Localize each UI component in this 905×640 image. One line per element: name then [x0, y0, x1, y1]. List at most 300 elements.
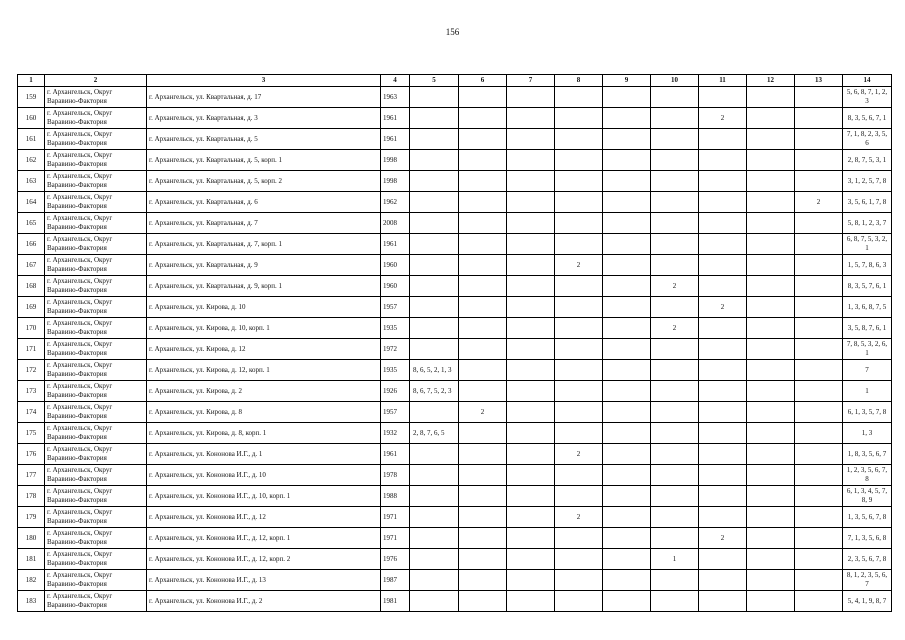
- cell-col-5: [410, 486, 459, 507]
- cell-address: г. Архангельск, ул. Квартальная, д. 5: [147, 129, 381, 150]
- cell-col-12: [747, 213, 795, 234]
- cell-col-12: [747, 381, 795, 402]
- cell-col-7: [507, 486, 555, 507]
- cell-col-14: 8, 1, 2, 3, 5, 6, 7: [843, 570, 892, 591]
- cell-address: г. Архангельск, ул. Кононова И.Г., д. 13: [147, 570, 381, 591]
- cell-col-5: 8, 6, 7, 5, 2, 3: [410, 381, 459, 402]
- cell-col-8: [555, 549, 603, 570]
- cell-col-9: [603, 570, 651, 591]
- cell-col-12: [747, 486, 795, 507]
- table-row: [18, 339, 892, 360]
- cell-col-10: [651, 360, 699, 381]
- cell-address: г. Архангельск, ул. Кирова, д. 12: [147, 339, 381, 360]
- table-row: [18, 297, 892, 318]
- cell-col-13: [795, 87, 843, 108]
- cell-col-7: [507, 360, 555, 381]
- cell-address: г. Архангельск, ул. Квартальная, д. 17: [147, 87, 381, 108]
- column-header-2: 2: [45, 75, 147, 87]
- table-row: [18, 423, 892, 444]
- cell-col-13: [795, 381, 843, 402]
- cell-col-8: [555, 171, 603, 192]
- cell-municipality: г. Архангельск, Округ Варавино-Фактория: [45, 591, 147, 612]
- cell-col-11: [699, 423, 747, 444]
- cell-col-10: [651, 507, 699, 528]
- cell-col-10: [651, 402, 699, 423]
- cell-build-year: 1961: [381, 108, 410, 129]
- table-row: [18, 528, 892, 549]
- cell-col-10: [651, 108, 699, 129]
- cell-col-10: [651, 129, 699, 150]
- cell-col-5: [410, 150, 459, 171]
- cell-col-12: [747, 528, 795, 549]
- cell-col-9: [603, 276, 651, 297]
- cell-col-6: [459, 570, 507, 591]
- column-header-8: 8: [555, 75, 603, 87]
- cell-col-5: [410, 528, 459, 549]
- cell-col-8: [555, 129, 603, 150]
- cell-col-14: 1, 2, 3, 5, 6, 7, 8: [843, 465, 892, 486]
- cell-col-7: [507, 444, 555, 465]
- table-row: [18, 318, 892, 339]
- cell-col-13: [795, 276, 843, 297]
- cell-row-number: 174: [18, 402, 45, 423]
- cell-col-13: [795, 171, 843, 192]
- cell-col-7: [507, 171, 555, 192]
- cell-col-14: 7: [843, 360, 892, 381]
- cell-col-5: [410, 549, 459, 570]
- cell-col-13: [795, 234, 843, 255]
- cell-col-8: 2: [555, 444, 603, 465]
- column-header-7: 7: [507, 75, 555, 87]
- cell-col-10: [651, 528, 699, 549]
- cell-municipality: г. Архангельск, Округ Варавино-Фактория: [45, 192, 147, 213]
- table-row: [18, 402, 892, 423]
- cell-municipality: г. Архангельск, Округ Варавино-Фактория: [45, 150, 147, 171]
- cell-col-13: 2: [795, 192, 843, 213]
- cell-col-14: 7, 1, 8, 2, 3, 5, 6: [843, 129, 892, 150]
- cell-row-number: 178: [18, 486, 45, 507]
- cell-col-5: [410, 192, 459, 213]
- cell-municipality: г. Архангельск, Округ Варавино-Фактория: [45, 276, 147, 297]
- cell-col-8: [555, 486, 603, 507]
- cell-municipality: г. Архангельск, Округ Варавино-Фактория: [45, 444, 147, 465]
- table-header: [18, 75, 892, 87]
- table-row: [18, 276, 892, 297]
- cell-col-7: [507, 297, 555, 318]
- cell-col-11: [699, 213, 747, 234]
- cell-col-12: [747, 507, 795, 528]
- cell-col-11: [699, 255, 747, 276]
- cell-col-14: 3, 5, 6, 1, 7, 8: [843, 192, 892, 213]
- cell-col-9: [603, 255, 651, 276]
- cell-col-13: [795, 213, 843, 234]
- cell-col-11: [699, 381, 747, 402]
- cell-col-11: [699, 507, 747, 528]
- cell-build-year: 1961: [381, 234, 410, 255]
- cell-col-7: [507, 465, 555, 486]
- cell-row-number: 173: [18, 381, 45, 402]
- cell-col-11: [699, 192, 747, 213]
- cell-col-14: 8, 3, 5, 6, 7, 1: [843, 108, 892, 129]
- cell-municipality: г. Архангельск, Округ Варавино-Фактория: [45, 528, 147, 549]
- cell-col-13: [795, 570, 843, 591]
- cell-col-8: [555, 108, 603, 129]
- register-table: [17, 74, 892, 612]
- cell-col-13: [795, 591, 843, 612]
- cell-col-12: [747, 171, 795, 192]
- cell-col-6: [459, 444, 507, 465]
- cell-address: г. Архангельск, ул. Кирова, д. 8, корп. 1: [147, 423, 381, 444]
- cell-col-9: [603, 234, 651, 255]
- cell-col-10: 1: [651, 549, 699, 570]
- cell-municipality: г. Архангельск, Округ Варавино-Фактория: [45, 339, 147, 360]
- cell-address: г. Архангельск, ул. Квартальная, д. 6: [147, 192, 381, 213]
- cell-col-7: [507, 591, 555, 612]
- cell-build-year: 1935: [381, 318, 410, 339]
- cell-col-6: [459, 339, 507, 360]
- cell-col-5: [410, 591, 459, 612]
- cell-col-12: [747, 297, 795, 318]
- cell-col-11: 2: [699, 528, 747, 549]
- cell-build-year: 1972: [381, 339, 410, 360]
- cell-col-11: [699, 318, 747, 339]
- cell-col-5: [410, 234, 459, 255]
- table-row: [18, 360, 892, 381]
- cell-row-number: 177: [18, 465, 45, 486]
- cell-col-13: [795, 108, 843, 129]
- table-row: [18, 591, 892, 612]
- cell-col-8: [555, 276, 603, 297]
- cell-address: г. Архангельск, ул. Кононова И.Г., д. 12, корп. 1: [147, 528, 381, 549]
- cell-col-12: [747, 360, 795, 381]
- cell-col-13: [795, 549, 843, 570]
- cell-col-6: 2: [459, 402, 507, 423]
- column-header-12: 12: [747, 75, 795, 87]
- cell-col-9: [603, 192, 651, 213]
- cell-col-5: [410, 465, 459, 486]
- cell-col-5: [410, 339, 459, 360]
- cell-col-9: [603, 87, 651, 108]
- cell-col-7: [507, 129, 555, 150]
- cell-build-year: 1935: [381, 360, 410, 381]
- cell-col-7: [507, 549, 555, 570]
- cell-col-5: [410, 444, 459, 465]
- cell-col-7: [507, 234, 555, 255]
- table-row: [18, 213, 892, 234]
- cell-col-5: [410, 402, 459, 423]
- cell-col-6: [459, 465, 507, 486]
- table-row: [18, 255, 892, 276]
- cell-row-number: 159: [18, 87, 45, 108]
- cell-col-6: [459, 276, 507, 297]
- table-row: [18, 171, 892, 192]
- cell-col-12: [747, 423, 795, 444]
- cell-col-5: [410, 570, 459, 591]
- table-row: [18, 444, 892, 465]
- cell-col-7: [507, 402, 555, 423]
- cell-row-number: 179: [18, 507, 45, 528]
- cell-col-6: [459, 255, 507, 276]
- page-number: 156: [445, 27, 460, 37]
- cell-col-10: 2: [651, 318, 699, 339]
- cell-build-year: 1981: [381, 591, 410, 612]
- cell-col-13: [795, 402, 843, 423]
- cell-row-number: 161: [18, 129, 45, 150]
- cell-col-8: [555, 192, 603, 213]
- cell-col-7: [507, 381, 555, 402]
- cell-col-8: [555, 150, 603, 171]
- cell-col-9: [603, 297, 651, 318]
- cell-col-13: [795, 423, 843, 444]
- cell-municipality: г. Архангельск, Округ Варавино-Фактория: [45, 486, 147, 507]
- cell-col-10: [651, 87, 699, 108]
- cell-col-5: [410, 87, 459, 108]
- cell-col-8: [555, 213, 603, 234]
- cell-col-9: [603, 528, 651, 549]
- cell-col-11: [699, 591, 747, 612]
- cell-col-13: [795, 297, 843, 318]
- cell-address: г. Архангельск, ул. Квартальная, д. 7: [147, 213, 381, 234]
- cell-municipality: г. Архангельск, Округ Варавино-Фактория: [45, 318, 147, 339]
- table-row: [18, 234, 892, 255]
- cell-col-8: [555, 339, 603, 360]
- table-row: [18, 507, 892, 528]
- cell-col-13: [795, 255, 843, 276]
- cell-build-year: 1932: [381, 423, 410, 444]
- cell-municipality: г. Архангельск, Округ Варавино-Фактория: [45, 507, 147, 528]
- cell-municipality: г. Архангельск, Округ Варавино-Фактория: [45, 381, 147, 402]
- cell-col-6: [459, 108, 507, 129]
- cell-col-12: [747, 444, 795, 465]
- cell-build-year: 2008: [381, 213, 410, 234]
- cell-municipality: г. Архангельск, Округ Варавино-Фактория: [45, 234, 147, 255]
- cell-col-9: [603, 108, 651, 129]
- cell-col-10: [651, 150, 699, 171]
- cell-col-12: [747, 318, 795, 339]
- cell-col-8: [555, 528, 603, 549]
- cell-col-14: 2, 8, 7, 5, 3, 1: [843, 150, 892, 171]
- cell-col-11: [699, 87, 747, 108]
- cell-col-9: [603, 129, 651, 150]
- cell-col-7: [507, 108, 555, 129]
- column-header-10: 10: [651, 75, 699, 87]
- cell-col-12: [747, 255, 795, 276]
- cell-col-10: [651, 234, 699, 255]
- column-header-13: 13: [795, 75, 843, 87]
- cell-col-11: [699, 465, 747, 486]
- cell-municipality: г. Архангельск, Округ Варавино-Фактория: [45, 213, 147, 234]
- column-header-5: 5: [410, 75, 459, 87]
- cell-row-number: 162: [18, 150, 45, 171]
- cell-col-6: [459, 297, 507, 318]
- cell-col-14: 6, 1, 3, 4, 5, 7, 8, 9: [843, 486, 892, 507]
- cell-address: г. Архангельск, ул. Кононова И.Г., д. 12: [147, 507, 381, 528]
- cell-col-8: [555, 423, 603, 444]
- cell-address: г. Архангельск, ул. Кирова, д. 10: [147, 297, 381, 318]
- cell-col-14: 8, 3, 5, 7, 6, 1: [843, 276, 892, 297]
- cell-col-6: [459, 318, 507, 339]
- table-row: [18, 108, 892, 129]
- cell-col-8: [555, 570, 603, 591]
- cell-col-6: [459, 507, 507, 528]
- cell-col-11: [699, 444, 747, 465]
- cell-col-5: [410, 255, 459, 276]
- cell-address: г. Архангельск, ул. Квартальная, д. 9: [147, 255, 381, 276]
- cell-row-number: 180: [18, 528, 45, 549]
- cell-col-7: [507, 570, 555, 591]
- cell-col-11: [699, 339, 747, 360]
- cell-col-14: 1, 3: [843, 423, 892, 444]
- cell-col-9: [603, 549, 651, 570]
- cell-col-6: [459, 129, 507, 150]
- cell-build-year: 1962: [381, 192, 410, 213]
- table-row: [18, 381, 892, 402]
- cell-row-number: 166: [18, 234, 45, 255]
- cell-col-13: [795, 528, 843, 549]
- cell-col-5: [410, 507, 459, 528]
- cell-row-number: 167: [18, 255, 45, 276]
- cell-col-9: [603, 318, 651, 339]
- cell-col-14: 5, 6, 8, 7, 1, 2, 3: [843, 87, 892, 108]
- cell-build-year: 1978: [381, 465, 410, 486]
- cell-col-6: [459, 213, 507, 234]
- cell-build-year: 1976: [381, 549, 410, 570]
- table-row: [18, 150, 892, 171]
- cell-build-year: 1971: [381, 507, 410, 528]
- cell-address: г. Архангельск, ул. Квартальная, д. 5, корп. 1: [147, 150, 381, 171]
- cell-municipality: г. Архангельск, Округ Варавино-Фактория: [45, 171, 147, 192]
- cell-col-5: [410, 171, 459, 192]
- cell-col-10: 2: [651, 276, 699, 297]
- column-header-4: 4: [381, 75, 410, 87]
- table-row: [18, 549, 892, 570]
- cell-address: г. Архангельск, ул. Квартальная, д. 5, корп. 2: [147, 171, 381, 192]
- cell-col-5: [410, 129, 459, 150]
- cell-col-11: [699, 486, 747, 507]
- cell-col-10: [651, 255, 699, 276]
- cell-col-9: [603, 360, 651, 381]
- cell-row-number: 170: [18, 318, 45, 339]
- cell-address: г. Архангельск, ул. Кирова, д. 12, корп. 1: [147, 360, 381, 381]
- cell-address: г. Архангельск, ул. Кирова, д. 10, корп. 1: [147, 318, 381, 339]
- cell-col-10: [651, 486, 699, 507]
- cell-col-10: [651, 444, 699, 465]
- cell-col-8: [555, 87, 603, 108]
- cell-col-5: [410, 108, 459, 129]
- cell-col-8: 2: [555, 255, 603, 276]
- cell-address: г. Архангельск, ул. Кононова И.Г., д. 1: [147, 444, 381, 465]
- cell-address: г. Архангельск, ул. Квартальная, д. 7, корп. 1: [147, 234, 381, 255]
- cell-col-12: [747, 402, 795, 423]
- cell-col-11: [699, 150, 747, 171]
- cell-col-6: [459, 528, 507, 549]
- cell-col-14: 1, 5, 7, 8, 6, 3: [843, 255, 892, 276]
- cell-build-year: 1971: [381, 528, 410, 549]
- cell-build-year: 1988: [381, 486, 410, 507]
- cell-col-12: [747, 591, 795, 612]
- cell-municipality: г. Архангельск, Округ Варавино-Фактория: [45, 87, 147, 108]
- cell-col-8: [555, 465, 603, 486]
- cell-build-year: 1963: [381, 87, 410, 108]
- cell-col-13: [795, 339, 843, 360]
- cell-build-year: 1961: [381, 444, 410, 465]
- cell-col-12: [747, 150, 795, 171]
- cell-build-year: 1998: [381, 171, 410, 192]
- cell-col-6: [459, 192, 507, 213]
- cell-col-8: 2: [555, 507, 603, 528]
- cell-col-10: [651, 570, 699, 591]
- cell-municipality: г. Архангельск, Округ Варавино-Фактория: [45, 423, 147, 444]
- cell-row-number: 172: [18, 360, 45, 381]
- cell-col-7: [507, 423, 555, 444]
- cell-col-8: [555, 591, 603, 612]
- cell-col-9: [603, 150, 651, 171]
- cell-build-year: 1926: [381, 381, 410, 402]
- cell-col-13: [795, 150, 843, 171]
- column-header-9: 9: [603, 75, 651, 87]
- cell-municipality: г. Архангельск, Округ Варавино-Фактория: [45, 297, 147, 318]
- cell-col-9: [603, 339, 651, 360]
- cell-col-7: [507, 528, 555, 549]
- cell-municipality: г. Архангельск, Округ Варавино-Фактория: [45, 570, 147, 591]
- cell-col-14: 5, 4, 1, 9, 8, 7: [843, 591, 892, 612]
- cell-col-10: [651, 339, 699, 360]
- cell-address: г. Архангельск, ул. Кирова, д. 2: [147, 381, 381, 402]
- cell-col-14: 7, 1, 3, 5, 6, 8: [843, 528, 892, 549]
- cell-col-11: [699, 129, 747, 150]
- cell-row-number: 160: [18, 108, 45, 129]
- cell-col-8: [555, 381, 603, 402]
- cell-col-6: [459, 423, 507, 444]
- cell-col-8: [555, 297, 603, 318]
- cell-row-number: 164: [18, 192, 45, 213]
- cell-row-number: 182: [18, 570, 45, 591]
- cell-col-10: [651, 591, 699, 612]
- cell-col-6: [459, 234, 507, 255]
- cell-municipality: г. Архангельск, Округ Варавино-Фактория: [45, 465, 147, 486]
- cell-col-6: [459, 360, 507, 381]
- cell-col-12: [747, 339, 795, 360]
- cell-col-5: [410, 213, 459, 234]
- cell-col-8: [555, 402, 603, 423]
- cell-col-12: [747, 570, 795, 591]
- cell-col-13: [795, 444, 843, 465]
- cell-col-9: [603, 171, 651, 192]
- cell-col-7: [507, 213, 555, 234]
- cell-col-13: [795, 129, 843, 150]
- cell-col-12: [747, 276, 795, 297]
- column-header-14: 14: [843, 75, 892, 87]
- cell-col-12: [747, 192, 795, 213]
- cell-col-7: [507, 339, 555, 360]
- cell-col-13: [795, 360, 843, 381]
- cell-row-number: 181: [18, 549, 45, 570]
- cell-col-9: [603, 381, 651, 402]
- cell-col-13: [795, 486, 843, 507]
- cell-col-14: 3, 5, 8, 7, 6, 1: [843, 318, 892, 339]
- cell-row-number: 171: [18, 339, 45, 360]
- table-row: [18, 465, 892, 486]
- cell-col-11: [699, 360, 747, 381]
- cell-col-6: [459, 87, 507, 108]
- cell-col-14: 5, 8, 1, 2, 3, 7: [843, 213, 892, 234]
- cell-row-number: 165: [18, 213, 45, 234]
- table-body: [18, 87, 892, 612]
- cell-col-9: [603, 486, 651, 507]
- cell-col-5: [410, 297, 459, 318]
- cell-col-12: [747, 549, 795, 570]
- cell-municipality: г. Архангельск, Округ Варавино-Фактория: [45, 108, 147, 129]
